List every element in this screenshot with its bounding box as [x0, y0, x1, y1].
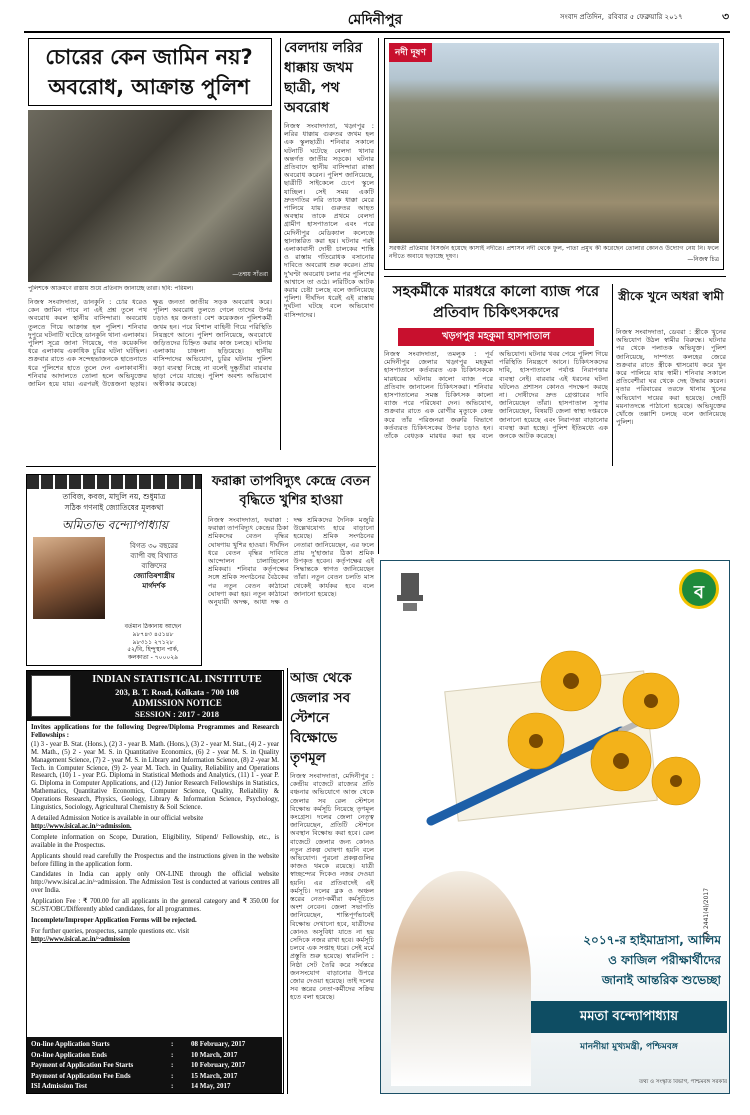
masthead-title: মেদিনীপুর — [347, 12, 403, 28]
govt-emblem — [393, 571, 427, 613]
masthead-date: রবিবার ৫ ফেব্রুয়ারি ২০১৭ — [608, 13, 683, 21]
cm-designation: মাননীয়া মুখ্যমন্ত্রী, পশ্চিমবঙ্গ — [580, 1042, 678, 1052]
masthead-rule — [24, 31, 730, 33]
page-number: ৩ — [722, 10, 730, 23]
flowers-pen-illustration — [421, 621, 721, 861]
story3-headline: সহকর্মীকে মারধরে কালো ব্যাজ পরে প্রতিবাদ চিকিৎসকদের — [392, 284, 600, 321]
astrology-signature: অমিতাভ বন্দ্যোপাধ্যায় — [61, 518, 169, 532]
isi-body — [31, 724, 279, 944]
story2-body: নিজস্ব সংবাদদাতা, খড়্গপুর : লরির ধাক্কায় গুরুতর জখম হল এক স্কুলছাত্রী। শনিবার সকালে ঘটনাটি ঘটেছে বেলদা থানার অন্তর্গত জাতীয় সড়কে। ঘটনার প্রতিবাদে স্থানীয় বাসিন্দারা রাস্তা অবরোধ করেন। পুলিশ জানিয়েছে, ছাত্রীটি সাইকেলে চেপে স্কুলে যাচ্ছিল। সেই সময় একটি দ্রুতগতির লরি তাকে ধাক্কা মেরে পালিয়ে যায়। গুরুতর আহত অবস্থায় তাকে প্রথমে বেলদা গ্রামীণ হাসপাতালে এবং পরে মেদিনীপুর মেডিক্যাল কলেজে স্থানান্তরিত করা হয়। ঘটনার পরই এলাকাবাসী দোষী চালকের শাস্তি ও রাস্তায় গতিরোধক বসানোর দাবিতে অবরোধ শুরু করেন। প্রায় দু'ঘণ্টা অবরোধ চলার পর পুলিশের আশ্বাসে তা ওঠে। লরিটিকে আটক করার চেষ্টা চলছে বলে জানিয়েছে পুলিশ। দীর্ঘদিন ধরেই এই রাস্তায় দুর্ঘটনা ঘটছে বলে অভিযোগ বাসিন্দাদের। — [284, 122, 374, 319]
astrology-desc-5: মার্গদর্শক — [142, 582, 166, 590]
isi-url1[interactable]: http://www.isical.ac.in/~admission. — [31, 822, 132, 830]
isi-p1: A detailed Admission Notice is available in our official website — [31, 814, 204, 822]
greeting-line-1: ২০১৭-র হাইমাদ্রাসা, আলিম — [583, 933, 721, 947]
story6-body: নিজস্ব সংবাদদাতা, মেদিনীপুর : কেন্দ্রীয় বাজেটে রাজ্যের প্রতি বঞ্চনার অভিযোগে আজ থেকে জেলার সব রেল স্টেশনে বিক্ষোভ কর্মসূচি নিয়েছে তৃণমূল কংগ্রেস। দলের জেলা নেতৃত্ব জানিয়েছেন, প্রতিটি স্টেশনে অবস্থান বিক্ষোভ করা হবে। রেল বাজেটে জেলার জন্য কোনও নতুন প্রকল্প ঘোষণা হয়নি বলে অভিযোগ। পুরনো প্রকল্পগুলির কাজও থমকে রয়েছে। যাত্রী স্বাচ্ছন্দ্যের দিকেও নজর দেওয়া হয়নি। এর প্রতিবাদেই এই কর্মসূচি। দলের ব্লক ও অঞ্চল স্তরের নেতা-কর্মীরা কর্মসূচিতে অংশ নেবেন। জেলা সভাপতি জানিয়েছেন, শান্তিপূর্ণভাবেই বিক্ষোভ দেখানো হবে, যাত্রীদের কোনও অসুবিধা যাতে না হয় সেদিকে নজর রাখা হবে। কর্মসূচি চলবে এক সপ্তাহ ধরে। সেই মর্মে প্রস্তুতি শুরু হয়েছে। স্বারলিপি : নিষ্ঠা সেট তৈরি করে সর্বস্তরে জনসংযোগ বাড়ানোর উপরে জোর দেওয়া হয়েছে। তাই দলের সব স্তরের নেতা-কর্মীদের সক্রিয় হতে বলা হয়েছে। — [290, 772, 374, 1002]
isi-schedule-date: 10 March, 2017 — [191, 1050, 238, 1059]
masthead — [0, 0, 750, 32]
story5-body: নিজস্ব সংবাদদাতা, ফরাক্কা : ফরাক্কা তাপবিদ্যুৎ কেন্দ্রের ঠিকা শ্রমিকদের বেতন বৃদ্ধির ঘোষণায় খুশির হাওয়া। দীর্ঘদিন ধরে বেতন বৃদ্ধির দাবিতে আন্দোলন চালাচ্ছিলেন শ্রমিকরা। শনিবার কর্তৃপক্ষের সঙ্গে শ্রমিক সংগঠনের বৈঠকের পর নতুন বেতন কাঠামো ঘোষণা করা হয়। নতুন কাঠামো অনুযায়ী অদক্ষ, আধা দক্ষ ও দক্ষ শ্রমিকদের দৈনিক মজুরি উল্লেখযোগ্য হারে বাড়ানো হয়েছে। শ্রমিক সংগঠনের নেতারা জানিয়েছেন, এর ফলে প্রায় দু'হাজার ঠিকা শ্রমিক উপকৃত হবেন। কর্তৃপক্ষের এই সিদ্ধান্তকে স্বাগত জানিয়েছেন তাঁরা। নতুন বেতন চলতি মাস থেকেই কার্যকর হবে বলে জানানো হয়েছে। — [208, 516, 374, 607]
story4-body: নিজস্ব সংবাদদাতা, ডেবরা : স্ত্রীকে খুনের অভিযোগ উঠল স্বামীর বিরুদ্ধে। ঘটনার পর থেকে পলাতক অভিযুক্ত। পুলিশ জানিয়েছে, দাম্পত্য কলহের জেরে শুক্রবার রাতে স্ত্রীকে শ্বাসরোধ করে খুন করে পালিয়ে যায় স্বামী। শনিবার সকালে প্রতিবেশীরা ঘর থেকে দেহ উদ্ধার করেন। মৃতার পরিবারের তরফে থানায় খুনের অভিযোগ দায়ের করা হয়েছে। দেহটি ময়নাতদন্তে পাঠানো হয়েছে। অভিযুক্তের খোঁজে তল্লাশি চলছে বলে জানিয়েছে পুলিশ। — [616, 328, 726, 427]
river-photo-credit: —নিজস্ব চিত্র — [687, 256, 719, 263]
astrology-address-2: ৫২/বি, হিন্দুস্থান পার্ক, — [127, 646, 179, 654]
isi-invite: Invites applications for the following Degree/Diploma Programmes and Research Fellowships : — [31, 724, 279, 739]
isi-header — [27, 671, 282, 721]
story-thief-bail — [28, 38, 276, 448]
story-farakka-wages — [208, 472, 374, 664]
story-wife-murder — [616, 288, 726, 464]
astrology-tagline-2: সঠিক গণনাই জ্যোতিষের মূলকথা — [64, 503, 164, 512]
isi-admission-ad — [26, 670, 284, 1094]
astrology-desc — [109, 541, 199, 591]
isi-url2[interactable]: http://www.isical.ac.in/~admission — [31, 935, 130, 943]
astrology-ad — [26, 474, 202, 666]
isi-schedule-label: On-line Application Starts — [31, 1040, 110, 1048]
isi-programmes: (1) 3 - year B. Stat. (Hons.), (2) 3 - year B. Math. (Hons.), (3) 2 - year M. Stat., (4) 2 - year M. Math., (5) 2 - year M. S. in Quantitative Economics, (6) 2 - year M. S. in Quality Management Science, (7) 2 - year M. S. in Library and Information Science, (8) 2 -year M. Tech. in Computer Science, (9) 2- year M. Tech. in Quality, Reliability and Operations Research, (10) 1 - year P.G. Diploma in Statistical Methods and Analytics, (11) 1 - year P. G. Diploma in Computer Applications, and (12) Junior Research Fellowships in Statistics, Mathematics, Quantitative Economics, Computer Science, Quality, Reliability & Operations Research, Physics, Geology, Library & Information Science, Psychology, Linguistics, Sociology, Agricultural Chemistry & Soil Science. — [31, 740, 279, 812]
section-rule — [384, 276, 726, 277]
astrology-phone-2: ৯৮৩১১ ২৭১২৮ — [132, 638, 174, 646]
isi-schedule-label: ISI Admission Test — [31, 1082, 88, 1091]
story2-headline: বেলদায় লরির ধাক্কায় জখম ছাত্রী, পথ অবরোধ — [284, 40, 363, 116]
story1-headline-line2: অবরোধ, আক্রান্ত পুলিশ — [48, 75, 250, 99]
column-rule — [378, 38, 379, 554]
isi-schedule-row: On-line Application Starts : 08 February, 2017 — [31, 1040, 246, 1048]
zodiac-strip — [27, 475, 201, 489]
isi-schedule-date: 15 March, 2017 — [191, 1071, 238, 1080]
story5-headline: ফরাক্কা তাপবিদ্যুৎ কেন্দ্রে বেতন বৃদ্ধিতে খুশির হাওয়া — [211, 474, 371, 508]
river-photo — [389, 43, 719, 243]
story-belda-accident — [284, 38, 374, 448]
river-photo-block — [384, 38, 724, 270]
isi-p6: Incomplete/Improper Application Forms will be rejected. — [31, 916, 197, 924]
section-rule — [26, 466, 376, 467]
astrology-contact — [107, 623, 199, 662]
isi-p2: Complete information on Scope, Duration, Eligibility, Stipend/ Fellowship, etc., is available in the Prospectus. — [31, 833, 279, 849]
isi-schedule-date: 08 February, 2017 — [191, 1040, 246, 1048]
astrology-desc-3: ব্যক্তিদের — [141, 562, 167, 570]
isi-logo — [31, 675, 71, 717]
story1-photo-credit: —তন্ময় সাঁতরা — [232, 271, 268, 278]
isi-p4: Candidates in India can apply only ON-LINE through the official website http://www.isical.ac.in/~admission. The Admission Test is conducted at various centres all over India. — [31, 871, 279, 895]
cm-name: মমতা বন্দ্যোপাধ্যায় — [580, 1009, 678, 1024]
story1-headline-box — [28, 38, 272, 106]
isi-schedule-table — [27, 1037, 282, 1093]
astrologer-photo — [33, 537, 105, 619]
isi-p5: Application Fee : ₹ 700.00 for all applicants in the general category and ₹ 350.00 for SC/ST/OBC/Differently abled candidates, for all programmes. — [31, 898, 279, 914]
story3-subhead: খড়গপুর মহকুমা হাসপাতাল — [398, 328, 594, 346]
isi-schedule-row: Payment of Application Fee Ends : 15 March, 2017 — [31, 1071, 238, 1080]
isi-p7: For further queries, prospectus, sample questions etc. visit — [31, 927, 190, 935]
govt-credit: তথ্য ও সংস্কৃতি বিভাগ, পশ্চিমবঙ্গ সরকার — [639, 1079, 727, 1085]
isi-schedule-label: On-line Application Ends — [31, 1050, 107, 1059]
cm-name-banner — [531, 1001, 727, 1033]
astrology-address-1: বর্তমান ঠিকানায় আছেন — [124, 623, 182, 630]
govt-ad-code: ICA 2441(4)/2017 — [703, 887, 710, 941]
isi-schedule-row: On-line Application Ends : 10 March, 2017 — [31, 1050, 238, 1059]
govt-greeting-ad — [380, 560, 730, 1094]
story6-headline: আজ থেকে জেলার সব স্টেশনে বিক্ষোভে তৃণমূল — [290, 670, 352, 766]
isi-schedule-row: ISI Admission Test : 14 May, 2017 — [31, 1082, 231, 1091]
isi-schedule-date: 14 May, 2017 — [191, 1082, 231, 1091]
isi-schedule-label: Payment of Application Fee Ends — [31, 1071, 131, 1080]
column-rule — [612, 284, 613, 466]
astrology-tagline-1: তাবিজ, কবজ, মাদুলি নয়, শুধুমাত্র — [62, 492, 166, 501]
isi-notice: ADMISSION NOTICE — [132, 698, 222, 708]
chief-minister-photo — [391, 871, 531, 1086]
story1-body: নিজস্ব সংবাদদাতা, ডানকুনি : চোর ধরেও কেন জামিন পাবে না এই প্রশ্ন তুলে পথ অবরোধ করল স্থানীয় বাসিন্দারা। অবরোধ তুলতে গিয়ে আক্রান্ত হল পুলিশ। শনিবার দুপুরে ঘটনাটি ঘটেছে ডানকুনি থানা এলাকায়। পুলিশ সূত্রে জানা গিয়েছে, গত কয়েকদিন ধরে এলাকায় একাধিক চুরির ঘটনা ঘটছিল। শুক্রবার রাতে এক সন্দেহভাজনকে হাতেনাতে ধরে পুলিশের হাতে তুলে দেন এলাকাবাসী। শনিবার আদালতে তোলা হলে অভিযুক্তের জামিন হয়ে যায়। এরপরই উত্তেজনা ছড়ায়। ক্ষুব্ধ জনতা জাতীয় সড়ক অবরোধ করে। পুলিশ অবরোধ তুলতে গেলে তাদের উপর চড়াও হয় জনতা। বেশ কয়েকজন পুলিশকর্মী জখম হন। পরে বিশাল বাহিনী গিয়ে পরিস্থিতি নিয়ন্ত্রণে আনে। পুলিশ জানিয়েছে, অবরোধে জড়িতদের চিহ্নিত করার কাজ চলছে। ঘটনায় এলাকায় চাঞ্চল্য ছড়িয়েছে। স্থানীয় বাসিন্দাদের অভিযোগ, চুরির ঘটনায় পুলিশ কড়া ব্যবস্থা নিচ্ছে না বলেই দুষ্কৃতীরা বারবার ছাড়া পেয়ে যাচ্ছে। পুলিশ অবশ্য অভিযোগ অস্বীকার করেছে। — [28, 298, 272, 389]
column-rule — [287, 668, 288, 1094]
isi-schedule-row: Payment of Application Fee Starts : 10 February, 2017 — [31, 1061, 246, 1070]
column-rule — [280, 38, 281, 450]
isi-session: SESSION : 2017 - 2018 — [134, 709, 220, 719]
astrology-phone-1: ৯৮৭৪৩ ৪৫১৪৮ — [132, 630, 174, 638]
astrology-desc-1: বিগত ৩০ বছরের — [130, 542, 178, 550]
isi-p3: Applicants should read carefully the Prospectus and the instructions given in the website before filling in the application form. — [31, 852, 279, 868]
biswa-bangla-logo-letter: ব — [693, 582, 705, 603]
astrology-desc-4: জ্যোতিষশাস্ত্রীয় — [133, 572, 175, 580]
biswa-bangla-logo — [679, 569, 719, 609]
river-photo-label: নদী দূষণ — [389, 43, 432, 62]
masthead-edition: সংবাদ প্রতিদিন, — [560, 13, 605, 21]
story-tmc-protest — [290, 668, 374, 1094]
greeting-line-2: ও ফাজিল পরীক্ষার্থীদের — [608, 953, 721, 967]
story1-caption: পুলিশকে আক্রমণে রাস্তায় শুয়ে প্রতিবাদ জানাচ্ছে তারা। ছবি: পরিমল। — [28, 285, 194, 292]
story3-body: নিজস্ব সংবাদদাতা, তমলুক : পূর্ব মেদিনীপুর জেলার খড়্গপুর মহকুমা হাসপাতালে কর্তব্যরত এক চিকিৎসককে মারধরের ঘটনায় কালো ব্যাজ পরে প্রতিবাদ জানালেন চিকিৎসকরা। শনিবার হাসপাতালের সমস্ত চিকিৎসক কালো ব্যাজ পরে পরিষেবা দেন। অভিযোগ, শুক্রবার রাতে এক রোগীর মৃত্যুকে কেন্দ্র করে তাঁর পরিজনরা জরুরি বিভাগে কর্তব্যরত চিকিৎসকের উপর চড়াও হন। তাঁকে বেধড়ক মারধর করা হয় বলে অভিযোগ। ঘটনার খবর পেয়ে পুলিশ গিয়ে পরিস্থিতি নিয়ন্ত্রণে আনে। চিকিৎসকদের দাবি, হাসপাতালে পর্যাপ্ত নিরাপত্তার ব্যবস্থা নেই। বারবার এই ধরনের ঘটনা ঘটলেও প্রশাসন কোনও পদক্ষেপ করছে না। দোষীদের দ্রুত গ্রেপ্তারের দাবি জানিয়েছেন তাঁরা। হাসপাতাল সুপার জানিয়েছেন, বিষয়টি জেলা স্বাস্থ্য দপ্তরকে জানানো হয়েছে এবং নিরাপত্তা বাড়ানোর ব্যবস্থা করা হচ্ছে। পুলিশ ইতিমধ্যে এক জনকে আটক করেছে। — [384, 350, 608, 441]
isi-schedule-date: 10 February, 2017 — [191, 1061, 246, 1070]
story1-photo — [28, 110, 272, 282]
isi-schedule-label: Payment of Application Fee Starts — [31, 1061, 134, 1070]
river-photo-caption: সরস্বতী প্রতিমার বিসর্জন হয়েছে কাসাই নদীতে। প্রশাসন নদী থেকে ফুল, পাতা প্রমুখ কী করেছেন তোলার কোনও উদ্যোগ নেয় নি। ফলে নদীতে অবাধে ছড়াচ্ছে দূষণ। — [389, 245, 719, 260]
isi-address: 203, B. T. Road, Kolkata - 700 108 — [115, 687, 239, 697]
story4-headline: স্ত্রীকে খুনে অধরা স্বামী — [618, 289, 724, 303]
story1-headline-line1: চোরের কেন জামিন নয়? — [45, 45, 253, 69]
story-doctors-protest — [384, 282, 608, 462]
greeting-line-3: জানাই আন্তরিক শুভেচ্ছা — [601, 973, 721, 987]
astrology-address-3: কলকাতা - ৭০০০২৯ — [127, 654, 179, 662]
isi-title: INDIAN STATISTICAL INSTITUTE — [92, 674, 262, 685]
astrology-desc-2: ব্যাপী বহু বিখ্যাত — [130, 552, 178, 560]
